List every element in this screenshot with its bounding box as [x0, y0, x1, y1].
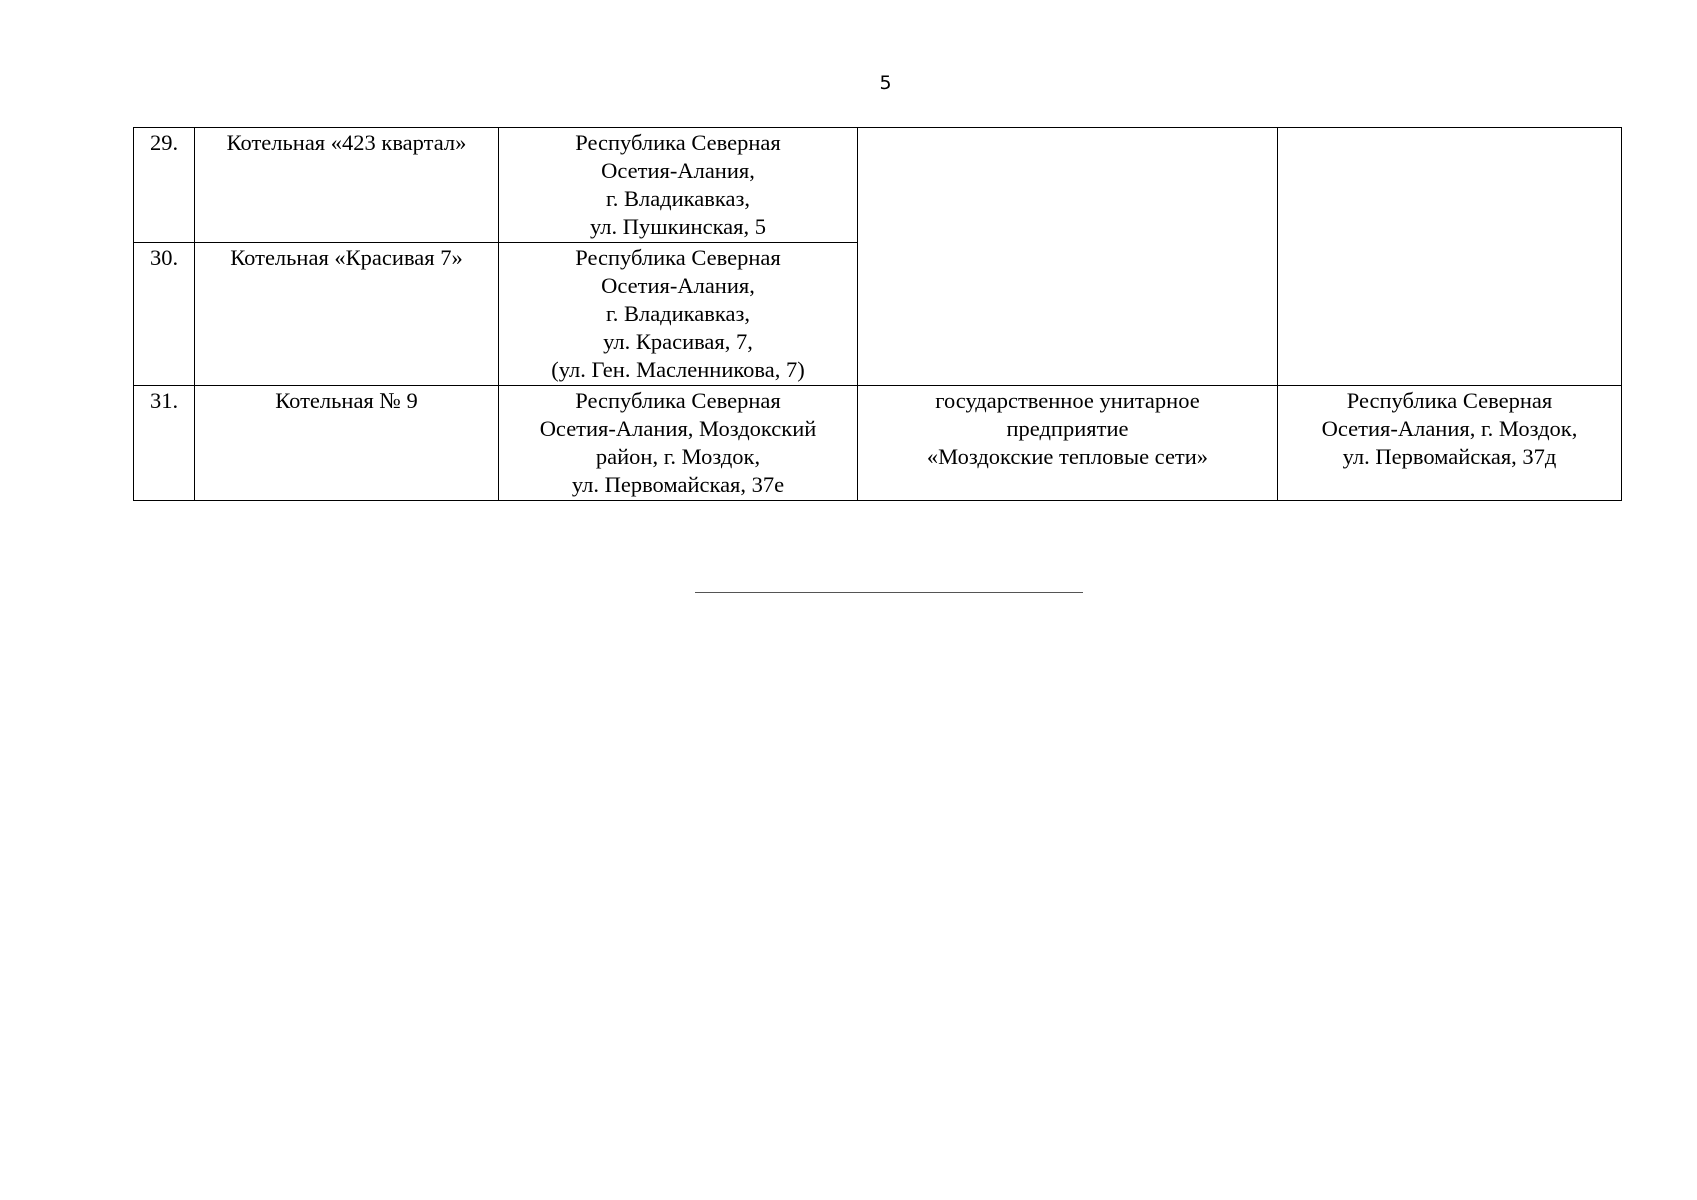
end-of-document-rule: [695, 592, 1083, 593]
row-number: 30.: [134, 243, 195, 386]
row-number: 29.: [134, 128, 195, 243]
facility-address: [499, 128, 858, 243]
facility-address: [499, 243, 858, 386]
address-line: (ул. Ген. Масленникова, 7): [551, 357, 805, 382]
operator-line: государственное унитарное: [935, 388, 1200, 413]
operator-line: предприятие: [1006, 416, 1129, 441]
operator-address-cell-empty: [1278, 128, 1622, 386]
address-line: ул. Красивая, 7,: [603, 329, 753, 354]
operator-line: «Моздокские тепловые сети»: [926, 444, 1209, 469]
facility-name: Котельная «423 квартал»: [195, 128, 499, 243]
table-row: [134, 386, 1622, 501]
facility-name: Котельная № 9: [195, 386, 499, 501]
operator-address: [1278, 386, 1622, 501]
operator-name: [858, 386, 1278, 501]
row-number: 31.: [134, 386, 195, 501]
address-line: ул. Первомайская, 37е: [571, 472, 785, 497]
address-line: Осетия-Алания, Моздокский: [539, 416, 817, 441]
operator-cell-empty: [858, 128, 1278, 386]
page-number: 5: [879, 72, 892, 94]
operator-address-line: Республика Северная: [1346, 388, 1553, 413]
address-line: Республика Северная: [575, 388, 781, 413]
facility-address: [499, 386, 858, 501]
address-line: ул. Пушкинская, 5: [590, 214, 766, 239]
address-line: Республика Северная: [575, 245, 781, 270]
table-row: [134, 128, 1622, 243]
address-line: г. Владикавказ,: [606, 301, 750, 326]
address-line: Осетия-Алания,: [601, 158, 755, 183]
operator-address-line: Осетия-Алания, г. Моздок,: [1321, 416, 1578, 441]
boiler-houses-table: [133, 127, 1622, 501]
operator-address-line: ул. Первомайская, 37д: [1342, 444, 1557, 469]
address-line: Республика Северная: [575, 130, 781, 155]
address-line: г. Владикавказ,: [606, 186, 750, 211]
facility-name: Котельная «Красивая 7»: [195, 243, 499, 386]
address-line: Осетия-Алания,: [601, 273, 755, 298]
address-line: район, г. Моздок,: [595, 444, 761, 469]
